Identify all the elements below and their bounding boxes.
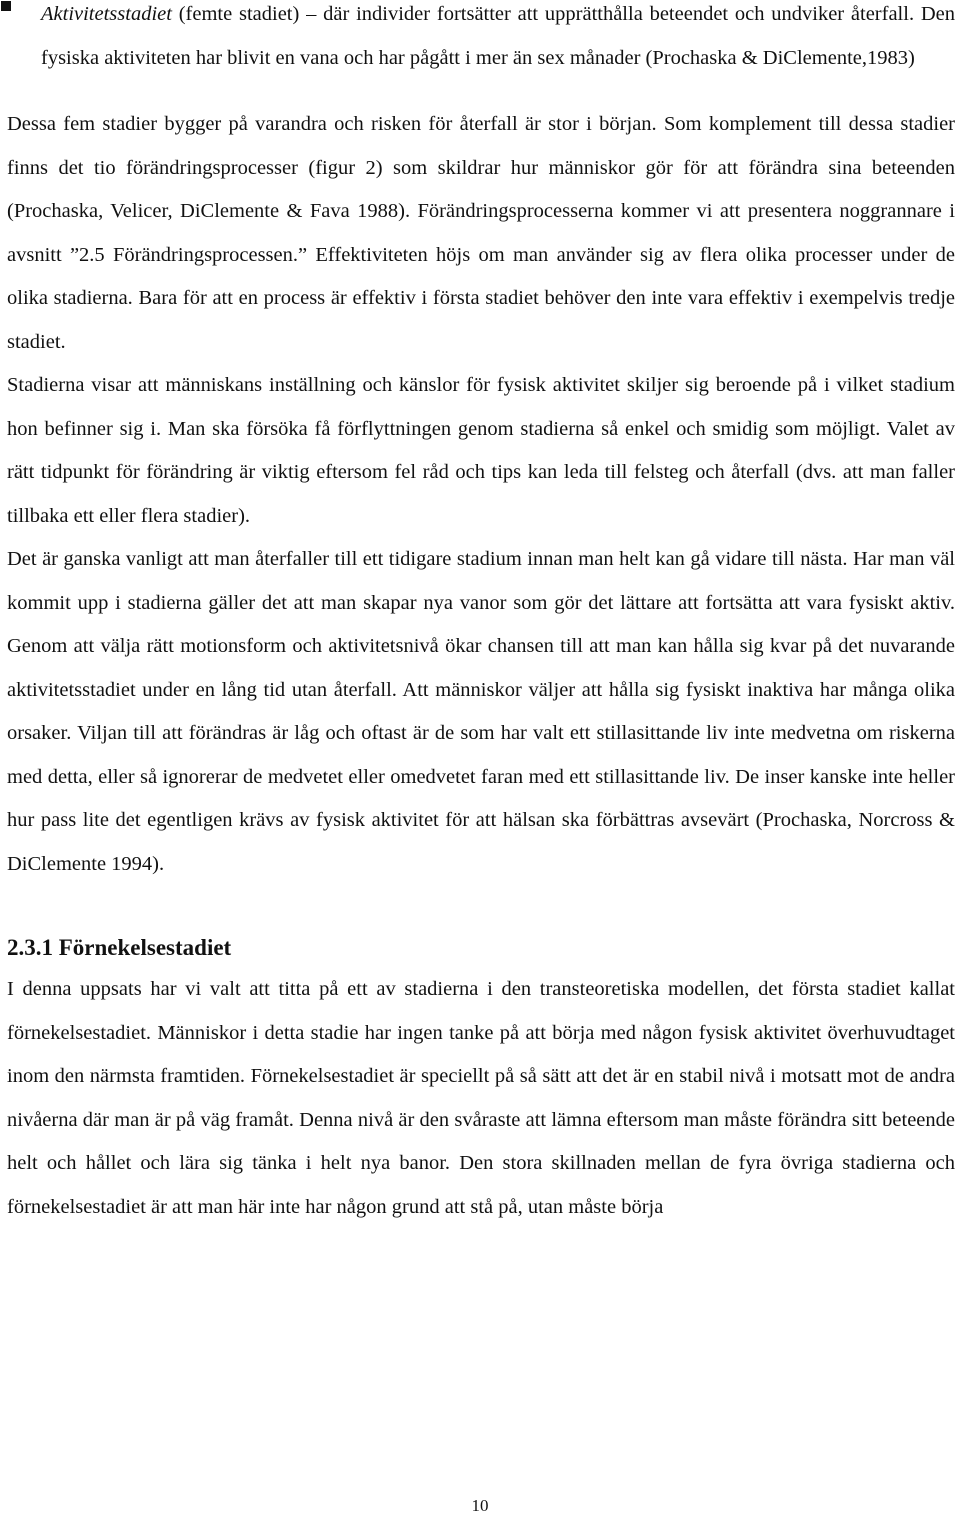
bullet-text: (femte stadiet) – där individer fortsätter att upprätthålla beteendet och undviker återfall. Den fysiska aktiviteten har blivit en vana och har pågått i mer än sex månader (Prochaska & DiClemente,1983) bbox=[41, 3, 955, 69]
square-bullet-icon bbox=[1, 1, 11, 11]
document-page bbox=[7, 0, 955, 1229]
bullet-item-aktivitetsstadiet bbox=[7, 0, 955, 80]
paragraph-stages-and-processes: Dessa fem stadier bygger på varandra och risken för återfall är stor i början. Som komplement till dessa stadier finns det tio förändringsprocesser (figur 2) som skildrar hur människor gör för att förändra sina beteenden (Prochaska, Velicer, DiClemente & Fava 1988). Förändringsprocesserna kommer vi att presentera noggrannare i avsnitt ”2.5 Förändringsprocessen.” Effektiviteten höjs om man använder sig av flera olika processer under de olika stadierna. Bara för att en process är effektiv i första stadiet behöver den inte vara effektiv i exempelvis tredje stadiet. bbox=[7, 113, 955, 353]
bullet-term: Aktivitetsstadiet bbox=[41, 3, 172, 25]
section-heading: 2.3.1 Förnekelsestadiet bbox=[7, 935, 232, 960]
paragraph-relapse: Det är ganska vanligt att man återfaller till ett tidigare stadium innan man helt kan gå vidare till nästa. Har man väl kommit upp i stadierna gäller det att man skapar nya vanor som gör det lättare att fortsätta att vara fysiskt aktiv. Genom att välja rätt motionsform och aktivitetsnivå ökar chansen till att man kan hålla sig kvar på det nuvarande aktivitetsstadiet under en lång tid utan återfall. Att människor väljer att hålla sig fysiskt inaktiva har många olika orsaker. Viljan till att förändras är låg och oftast är de som har valt ett stillasittande liv inte medvetna om riskerna med detta, eller så ignorerar de medvetet eller omedvetet faran med ett stillasittande liv. De inser kanske inte heller hur pass lite det egentligen krävs av fysisk aktivitet för att hälsan ska förbättras avsevärt (Prochaska, Norcross & DiClemente 1994). bbox=[7, 548, 955, 875]
paragraph-attitudes: Stadierna visar att människans inställning och känslor för fysisk aktivitet skiljer sig beroende på i vilket stadium hon befinner sig i. Man ska försöka få förflyttningen genom stadierna så enkel och smidig som möjligt. Valet av rätt tidpunkt för förändring är viktig eftersom fel råd och tips kan leda till felsteg och återfall (dvs. att man faller tillbaka ett eller flera stadier). bbox=[7, 374, 955, 527]
paragraph-denial-stage: I denna uppsats har vi valt att titta på ett av stadierna i den transteoretiska modellen, det första stadiet kallat förnekelsestadiet. Människor i detta stadie har ingen tanke på att börja med någon fysisk aktivitet överhuvudtaget inom den närmsta framtiden. Förnekelsestadiet är speciellt på så sätt att det är en stabil nivå i motsatt mot de andra nivåerna där man är på väg framåt. Denna nivå är den svåraste att lämna eftersom man måste förändra sitt beteende helt och hållet och lära sig tänka i helt nya banor. Den stora skillnaden mellan de fyra övriga stadierna och förnekelsestadiet är att man här inte har någon grund att stå på, utan måste börja bbox=[7, 978, 955, 1218]
page-number: 10 bbox=[471, 1496, 489, 1515]
